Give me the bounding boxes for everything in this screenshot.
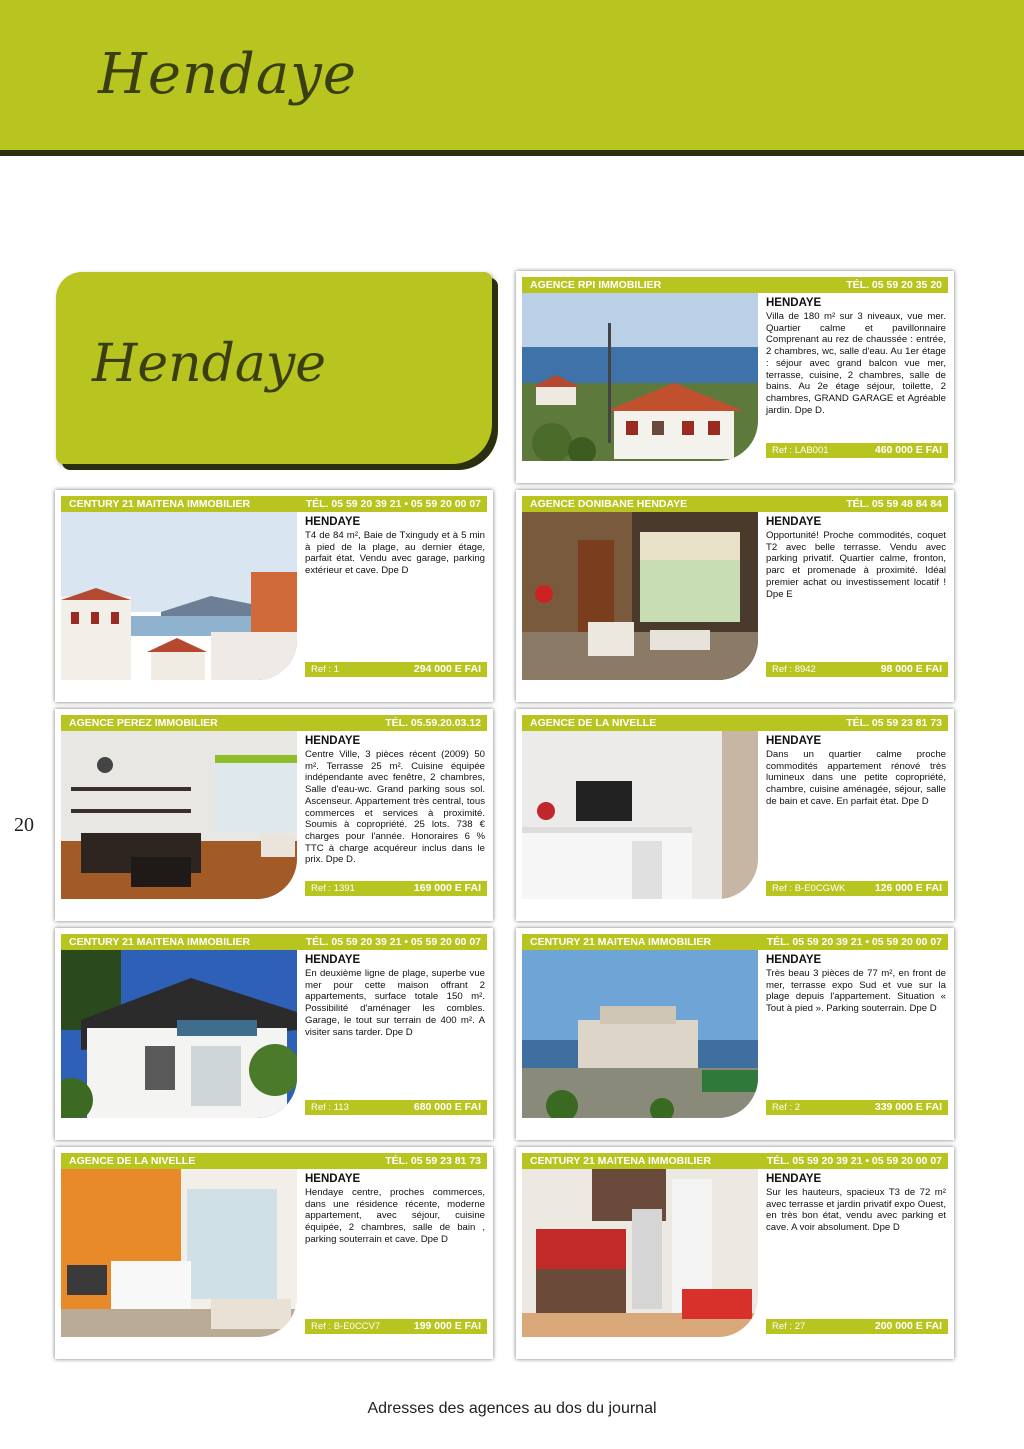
listing-card[interactable] [516, 928, 954, 1140]
listing-price: 680 000 E FAI [413, 1101, 481, 1113]
listing-description: Hendaye centre, proches commerces, dans une résidence récente, moderne appartement, avec séjour, cuisine équipée, 2 chambres, salle de bain , parking souterrain et cave. Dpe D [305, 1187, 485, 1245]
listing-ref: Ref : 8942 [772, 664, 816, 675]
listing-description: En deuxième ligne de plage, superbe vue mer pour cette maison offrant 2 appartements, surface totale 150 m². Possibilité d'aménager les combles. Garage, le tout sur terrain de 400 m². A visiter sans tarder. Dpe D [305, 968, 485, 1038]
section-label-title: Hendaye [92, 334, 327, 394]
listing-city: HENDAYE [305, 735, 361, 747]
listing-price: 339 000 E FAI [874, 1101, 942, 1113]
living-room-photo [61, 1169, 297, 1337]
listing-phone: TÉL. 05 59 20 39 21 • 05 59 20 00 07 [305, 498, 481, 510]
listing-phone: TÉL. 05 59 20 39 21 • 05 59 20 00 07 [766, 936, 942, 948]
listing-ref: Ref : LAB001 [772, 445, 829, 456]
listing-phone: TÉL. 05 59 20 35 20 [846, 279, 942, 291]
listing-description: Opportunité! Proche commodités, coquet T2 avec belle terrasse. Vendu avec parking privatif. Quartier calme, fronton, parc et promenade à proximité. Idéal premier achat ou investissement locatif ! Dpe E [766, 530, 946, 600]
listing-footer [305, 1319, 487, 1334]
house-photo [61, 950, 297, 1118]
listing-phone: TÉL. 05 59 48 84 84 [846, 498, 942, 510]
listing-description: Villa de 180 m² sur 3 niveaux, vue mer. Quartier calme et pavillonnaire Comprenant au rez de chaussée : entrée, 2 chambres, wc, salle d'eau. Au 1er étage : séjour avec grand balcon vue mer, terrasse, cuisine, 2 chambres, salle de bains. Au 2e étage séjour, toilette, 2 chambres, GRAND GARAGE et Agréable jardin. Dpe D. [766, 311, 946, 416]
listing-price: 460 000 E FAI [874, 444, 942, 456]
sea-view-villa-photo [522, 293, 758, 461]
listing-price: 169 000 E FAI [413, 882, 481, 894]
listing-agency: CENTURY 21 MAITENA IMMOBILIER [69, 936, 251, 948]
listing-price: 199 000 E FAI [413, 1320, 481, 1332]
listing-ref: Ref : 113 [311, 1102, 349, 1113]
listing-city: HENDAYE [305, 1173, 361, 1185]
footer-note: Adresses des agences au dos du journal [367, 1400, 657, 1417]
listing-card[interactable] [55, 928, 493, 1140]
listing-footer [766, 881, 948, 896]
listing-card[interactable] [55, 1147, 493, 1359]
listing-phone: TÉL. 05 59 20 39 21 • 05 59 20 00 07 [766, 1155, 942, 1167]
bay-view-photo [61, 512, 297, 680]
listing-description: T4 de 84 m², Baie de Txingudy et à 5 min à pied de la plage, au dernier étage, parfait état. Vendu avec garage, parking extérieur et cave. Dpe D [305, 530, 485, 577]
listing-description: Dans un quartier calme proche commodités appartement rénové très lumineux dans une petite copropriété, chambre, cuisine aménagée, séjour, salle de bain et cave. En parfait état. Dpe D [766, 749, 946, 807]
listing-footer [305, 881, 487, 896]
listing-card[interactable] [516, 709, 954, 921]
listing-card[interactable] [55, 490, 493, 702]
listing-agency: AGENCE DE LA NIVELLE [530, 717, 657, 729]
listing-description: Centre Ville, 3 pièces récent (2009) 50 m². Terrasse 25 m². Cuisine équipée indépendante avec fenêtre, 2 chambres, Salle d'eau-wc. Grand parking sous sol. Ascenseur. Appartement très central, tous commerces et services à proximité. Soumis à copropriété. 25 lots. 738 € charges pour l'année. Honoraires 6 % TTC à charge acquéreur inclus dans le prix. Dpe D. [305, 749, 485, 866]
listing-city: HENDAYE [766, 735, 822, 747]
listing-phone: TÉL. 05 59 23 81 73 [846, 717, 942, 729]
listing-ref: Ref : 27 [772, 1321, 806, 1332]
listing-price: 126 000 E FAI [874, 882, 942, 894]
header-divider [0, 150, 1024, 156]
listing-phone: TÉL. 05 59 23 81 73 [385, 1155, 481, 1167]
listing-footer [766, 443, 948, 458]
listing-ref: Ref : B-E0CCV7 [311, 1321, 381, 1332]
listing-agency: AGENCE PEREZ IMMOBILIER [69, 717, 218, 729]
page-number: 20 [14, 814, 34, 836]
header-band [0, 0, 1024, 150]
listing-ref: Ref : 2 [772, 1102, 800, 1113]
listing-header [522, 1153, 948, 1169]
section-label-box [56, 272, 492, 464]
listing-header [522, 715, 948, 731]
listing-card[interactable] [55, 709, 493, 921]
living-room-photo [61, 731, 297, 899]
listing-city: HENDAYE [766, 954, 822, 966]
listing-agency: AGENCE RPI IMMOBILIER [530, 279, 662, 291]
listing-phone: TÉL. 05.59.20.03.12 [385, 717, 481, 729]
listing-agency: CENTURY 21 MAITENA IMMOBILIER [530, 936, 712, 948]
listing-footer [305, 1100, 487, 1115]
listing-header [522, 934, 948, 950]
kitchen-photo [522, 731, 758, 899]
listing-agency: CENTURY 21 MAITENA IMMOBILIER [69, 498, 251, 510]
header-title: Hendaye [98, 42, 358, 107]
listing-footer [305, 662, 487, 677]
kitchen-photo [522, 1169, 758, 1337]
living-room-photo [522, 512, 758, 680]
listing-ref: Ref : 1 [311, 664, 339, 675]
seafront-building-photo [522, 950, 758, 1118]
listing-city: HENDAYE [766, 516, 822, 528]
listing-description: Très beau 3 pièces de 77 m², en front de mer, terrasse expo Sud et vue sur la plage depuis l'appartement. Situation « Tout à pied ». Parking souterrain. Dpe D [766, 968, 946, 1015]
listing-city: HENDAYE [766, 297, 822, 309]
listing-header [522, 277, 948, 293]
listing-card[interactable] [516, 271, 954, 483]
listing-footer [766, 1319, 948, 1334]
listing-header [61, 715, 487, 731]
listing-footer [766, 662, 948, 677]
listing-phone: TÉL. 05 59 20 39 21 • 05 59 20 00 07 [305, 936, 481, 948]
listing-ref: Ref : B-E0CGWK [772, 883, 846, 894]
listing-agency: AGENCE DE LA NIVELLE [69, 1155, 196, 1167]
listing-header [61, 496, 487, 512]
listing-price: 98 000 E FAI [880, 663, 942, 675]
listing-footer [766, 1100, 948, 1115]
listing-header [61, 934, 487, 950]
listing-description: Sur les hauteurs, spacieux T3 de 72 m² avec terrasse et jardin privatif expo Ouest, en très bon état, vendu avec parking et cave. A voir absolument. Dpe D [766, 1187, 946, 1234]
listing-price: 200 000 E FAI [874, 1320, 942, 1332]
listing-city: HENDAYE [766, 1173, 822, 1185]
listing-agency: CENTURY 21 MAITENA IMMOBILIER [530, 1155, 712, 1167]
listing-card[interactable] [516, 1147, 954, 1359]
listing-agency: AGENCE DONIBANE HENDAYE [530, 498, 688, 510]
listing-header [522, 496, 948, 512]
listing-header [61, 1153, 487, 1169]
listing-price: 294 000 E FAI [413, 663, 481, 675]
listing-city: HENDAYE [305, 516, 361, 528]
listing-city: HENDAYE [305, 954, 361, 966]
listing-ref: Ref : 1391 [311, 883, 355, 894]
listing-card[interactable] [516, 490, 954, 702]
